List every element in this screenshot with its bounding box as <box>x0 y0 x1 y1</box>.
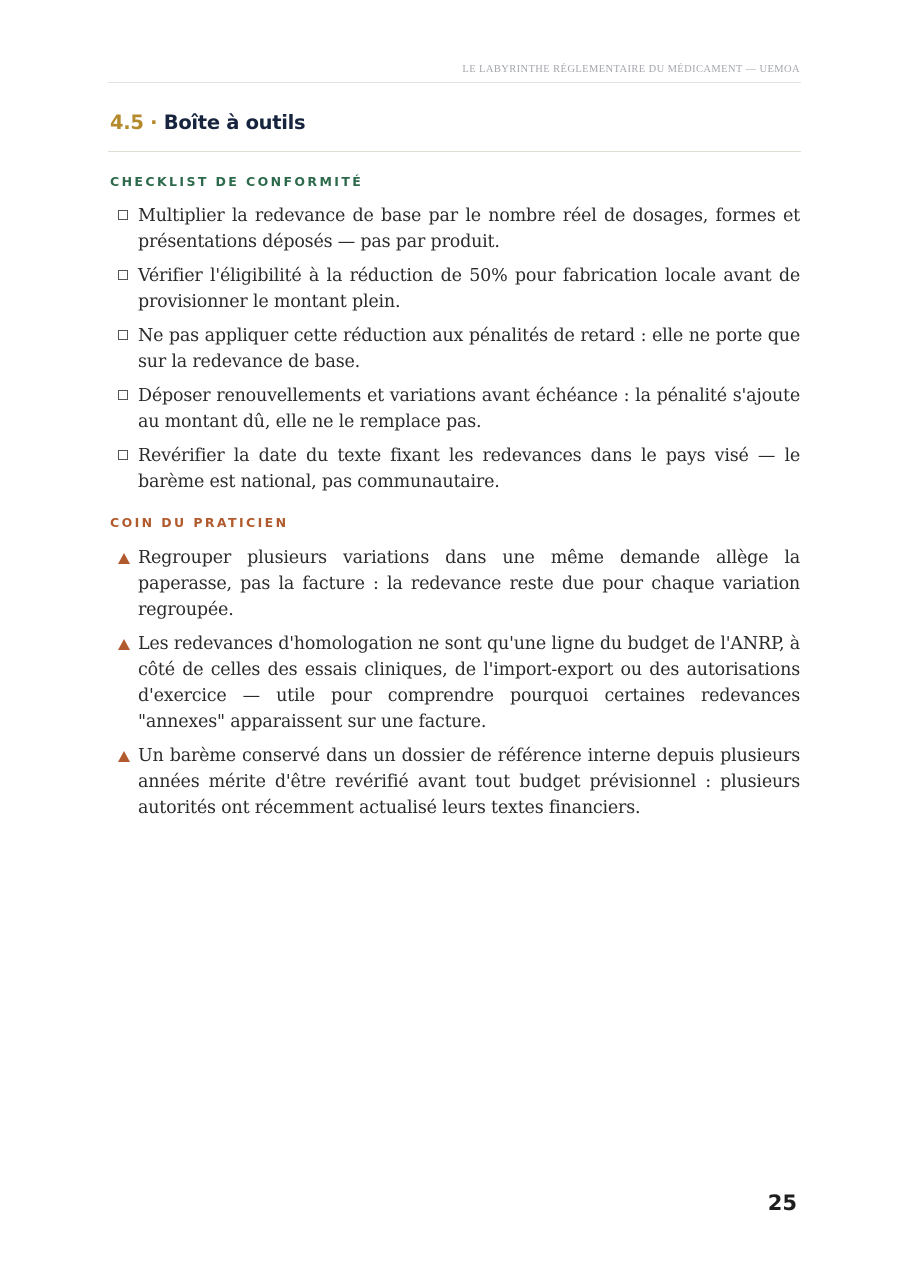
tips-list <box>116 545 800 829</box>
section-title-text: Boîte à outils <box>163 111 306 134</box>
checklist-item-text: Ne pas appliquer cette réduction aux pénalités de retard : elle ne porte que sur la redevance de base. <box>138 326 800 372</box>
section-title <box>110 111 305 134</box>
checklist-item <box>116 443 800 495</box>
checklist-heading: CHECKLIST DE CONFORMITÉ <box>110 174 364 189</box>
tips-heading: COIN DU PRATICIEN <box>110 515 289 530</box>
checklist <box>116 203 800 503</box>
tip-item-text: Un barème conservé dans un dossier de référence interne depuis plusieurs années mérite d'être revérifié avant tout budget prévisionnel : plusieurs autorités ont récemment actualisé leurs textes financiers. <box>138 746 800 818</box>
tip-item <box>116 631 800 735</box>
checklist-item-text: Multiplier la redevance de base par le nombre réel de dosages, formes et présentations déposés — pas par produit. <box>138 206 800 252</box>
title-divider <box>108 151 801 152</box>
running-header: LE LABYRINTHE RÉGLEMENTAIRE DU MÉDICAMENT — UEMOA <box>462 64 800 75</box>
tip-item-text: Regrouper plusieurs variations dans une même demande allège la paperasse, pas la facture : la redevance reste due pour chaque variation regroupée. <box>138 548 800 620</box>
checklist-item <box>116 263 800 315</box>
checklist-item <box>116 383 800 435</box>
checklist-item-text: Vérifier l'éligibilité à la réduction de 50% pour fabrication locale avant de provisionner le montant plein. <box>138 266 800 312</box>
page-number: 25 <box>767 1191 797 1215</box>
checkbox-empty-icon <box>118 330 128 340</box>
checkbox-empty-icon <box>118 450 128 460</box>
tip-item-text: Les redevances d'homologation ne sont qu'une ligne du budget de l'ANRP, à côté de celles des essais cliniques, de l'import-export ou des autorisations d'exercice — utile pour comprendre pourquoi certaines redevances "annexes" apparaissent sur une facture. <box>138 634 800 732</box>
checkbox-empty-icon <box>118 390 128 400</box>
tip-item <box>116 545 800 623</box>
checklist-item-text: Revérifier la date du texte fixant les redevances dans le pays visé — le barème est national, pas communautaire. <box>138 446 800 492</box>
triangle-up-icon <box>118 553 130 564</box>
checklist-item-text: Déposer renouvellements et variations avant échéance : la pénalité s'ajoute au montant dû, elle ne le remplace pas. <box>138 386 800 432</box>
triangle-up-icon <box>118 751 130 762</box>
checkbox-empty-icon <box>118 210 128 220</box>
section-number: 4.5 · <box>110 111 158 134</box>
checkbox-empty-icon <box>118 270 128 280</box>
triangle-up-icon <box>118 639 130 650</box>
checklist-item <box>116 203 800 255</box>
tip-item <box>116 743 800 821</box>
checklist-item <box>116 323 800 375</box>
header-divider <box>108 82 801 83</box>
